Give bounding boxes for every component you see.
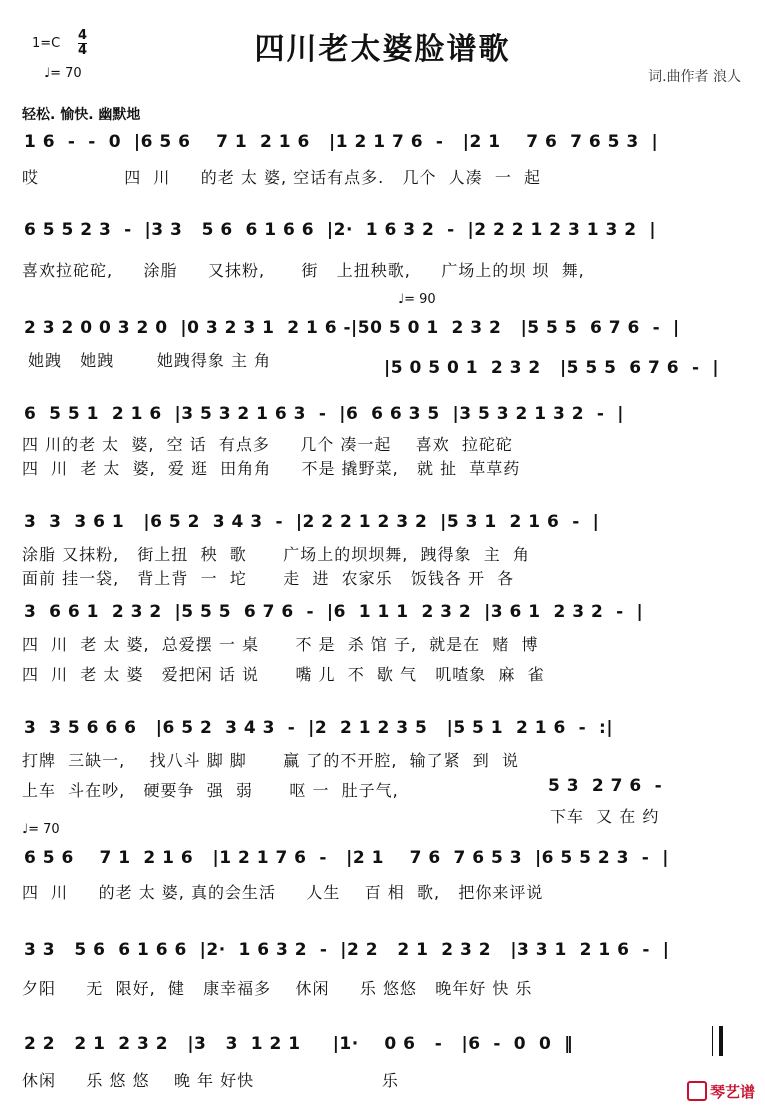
lyric-line-10: 休闲 乐 悠 悠 晚 年 好快 乐 [22,1071,399,1090]
lyric-line-6a: 四 川 老 太 婆, 总爱摆 一 桌 不 是 杀 馆 子, 就是在 赌 博 [22,635,539,654]
lyric-line-4a: 四 川的老 太 婆, 空 话 有点多 几个 凑一起 喜欢 拉砣砣 [22,435,513,454]
volta-notation: 5 3 2 7 6 - [548,776,663,796]
credit-line: 词.曲作者 浪人 [648,69,741,85]
notation-line-2: 6 5 5 2 3 - |3 3 5 6 6 1 6 6 |2· 1 6 3 2 - |2 2 2 1 2 3 1 3 2 | [24,220,657,240]
tempo-change-90: ♩= 90 [398,292,436,307]
notation-line-3: 2 3 2 0 0 3 2 0 |0 3 2 3 1 2 1 6 -|50 5 0 1 2 3 2 |5 5 5 6 7 6 - | [24,318,680,338]
notation-line-3-alt: |5 0 5 0 1 2 3 2 |5 5 5 6 7 6 - | [384,358,720,378]
lyric-line-6b: 四 川 老 太 婆 爱把闲 话 说 嘴 儿 不 歇 气 叽喳象 麻 雀 [22,665,545,684]
time-signature-bottom: 4 [78,43,88,58]
lyric-line-7b: 上车 斗在吵, 硬要争 强 弱 呕 一 肚子气, [22,781,399,800]
notation-line-9: 3 3 5 6 6 1 6 6 |2· 1 6 3 2 - |2 2 2 1 2 3 2 |3 3 1 2 1 6 - | [24,940,670,960]
lyric-line-8: 四 川 的老 太 婆, 真的会生活 人生 百 相 歌, 把你来评说 [22,883,544,902]
notation-line-6: 3 6 6 1 2 3 2 |5 5 5 6 7 6 - |6 1 1 1 2 3 2 |3 6 1 2 3 2 - | [24,602,644,622]
lyric-line-3: 她跩 她跩 她跩得象 主 角 [28,351,272,370]
lyric-line-1: 哎 四 川 的老 太 婆, 空话有点多. 几个 人凑 一 起 [22,168,542,187]
notation-line-10: 2 2 2 1 2 3 2 |3 3 1 2 1 |1· 0 6 - |6 - 0 0 ‖ [24,1034,574,1054]
notation-line-1: 1 6 - - 0 |6 5 6 7 1 2 1 6 |1 2 1 7 6 - |2 1 7 6 7 6 5 3 | [24,132,659,152]
notation-line-7: 3 3 5 6 6 6 |6 5 2 3 4 3 - |2 2 1 2 3 5 |5 5 1 2 1 6 - :| [24,718,614,738]
notation-line-4: 6 5 5 1 2 1 6 |3 5 3 2 1 6 3 - |6 6 6 3 5 |3 5 3 2 1 3 2 - | [24,404,624,424]
tempo-marking: ♩= 70 [44,66,82,81]
lyric-line-2: 喜欢拉砣砣, 涂脂 又抹粉, 街 上扭秧歌, 广场上的坝 坝 舞, [22,261,585,280]
lyric-line-5b: 面前 挂一袋, 背上背 一 坨 走 进 农家乐 饭钱各 开 各 [22,569,515,588]
style-marking: 轻松. 愉快. 幽默地 [22,107,141,123]
lyric-line-4b: 四 川 老 太 婆, 爱 逛 田角角 不是 撬野菜, 就 扯 草草药 [22,459,521,478]
time-signature-top: 4 [78,28,88,43]
song-title: 四川老太婆脸谱歌 [254,32,511,67]
notation-line-5: 3 3 3 6 1 |6 5 2 3 4 3 - |2 2 2 1 2 3 2 |5 3 1 2 1 6 - | [24,512,600,532]
key-signature: 1=C [32,36,61,51]
volta-lyric: 下车 又 在 约 [550,807,660,826]
notation-line-8: 6 5 6 7 1 2 1 6 |1 2 1 7 6 - |2 1 7 6 7 6 5 3 |6 5 5 2 3 - | [24,848,669,868]
final-barline [712,1026,723,1056]
logo-text: 琴艺谱 [709,1083,755,1101]
lyric-line-7a: 打牌 三缺一, 找八斗 脚 脚 赢 了的不开腔, 输了紧 到 说 [22,751,519,770]
lyric-line-5a: 涂脂 又抹粉, 街上扭 秧 歌 广场上的坝坝舞, 跩得象 主 角 [22,545,530,564]
site-logo [687,1081,755,1102]
tempo-change-70: ♩= 70 [22,822,60,837]
logo-icon [687,1081,707,1101]
lyric-line-9: 夕阳 无 限好, 健 康幸福多 休闲 乐 悠悠 晚年好 快 乐 [22,979,533,998]
